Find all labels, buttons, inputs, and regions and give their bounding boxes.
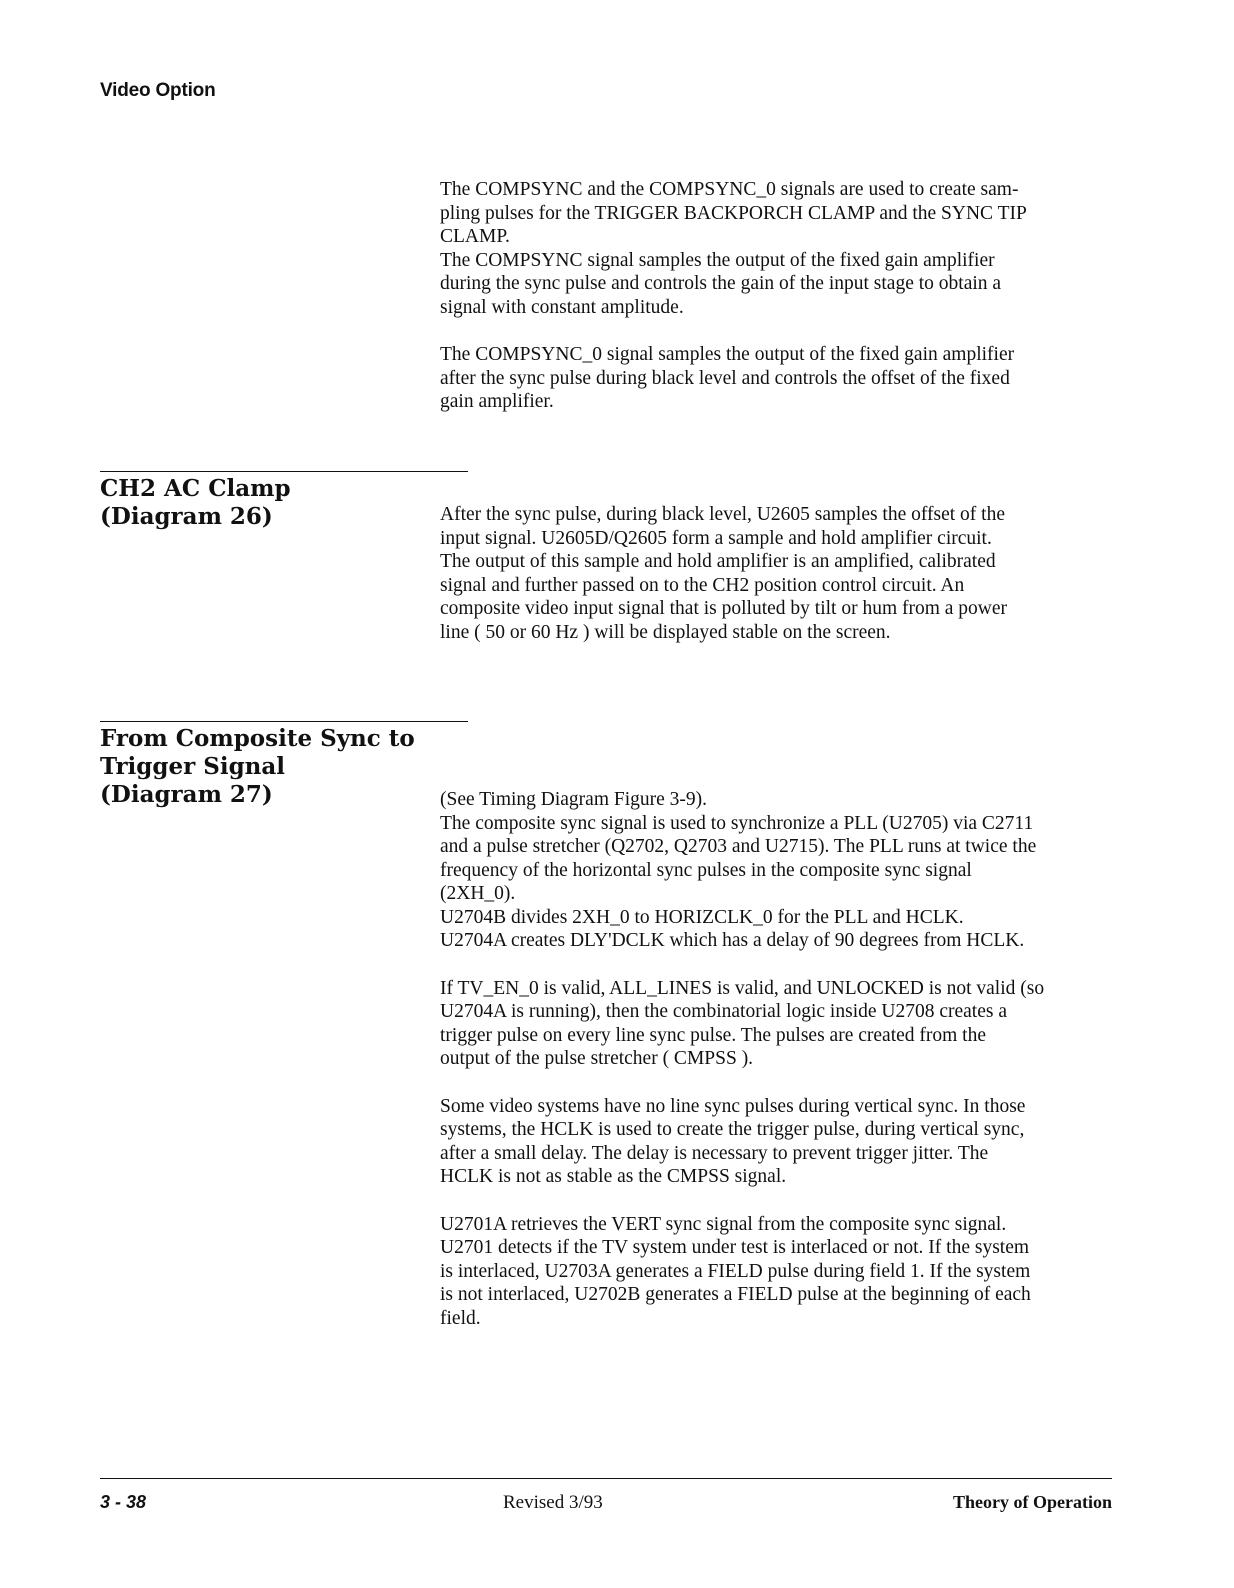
section-body-composite-sync bbox=[440, 788, 1120, 1330]
section-rule-composite-sync bbox=[100, 721, 468, 722]
intro-paragraph-1 bbox=[440, 178, 1120, 319]
intro-text bbox=[440, 178, 1120, 414]
text-line: composite video input signal that is polluted by tilt or hum from a power bbox=[440, 598, 1008, 619]
revision-note: Revised 3/93 bbox=[503, 1492, 603, 1513]
text-line: after the sync pulse during black level and controls the offset of the fixed bbox=[440, 367, 1010, 389]
text-line: trigger pulse on every line sync pulse. The pulses are created from the bbox=[440, 1024, 986, 1046]
text-line: After the sync pulse, during black level, U2605 samples the offset of the bbox=[440, 504, 1005, 525]
text-line: Some video systems have no line sync pulses during vertical sync. In those bbox=[440, 1095, 1026, 1117]
section-body-ch2-ac-clamp bbox=[440, 503, 1120, 644]
heading-line: CH2 AC Clamp bbox=[100, 475, 291, 502]
text-line: signal and further passed on to the CH2 position control circuit. An bbox=[440, 574, 965, 596]
heading-line: From Composite Sync to bbox=[100, 725, 415, 752]
heading-line: (Diagram 26) bbox=[100, 503, 273, 530]
text-line: during the sync pulse and controls the gain of the input stage to obtain a bbox=[440, 273, 1002, 294]
text-line: pling pulses for the TRIGGER BACKPORCH CLAMP and the SYNC TIP bbox=[440, 202, 1027, 224]
section-heading-ch2-ac-clamp bbox=[100, 475, 440, 531]
text-line: and a pulse stretcher (Q2702, Q2703 and U2715). The PLL runs at twice the bbox=[440, 836, 1037, 857]
text-line: U2704B divides 2XH_0 to HORIZCLK_0 for the PLL and HCLK. bbox=[440, 906, 964, 928]
text-line: U2704A creates DLY'DCLK which has a delay of 90 degrees from HCLK. bbox=[440, 930, 1025, 951]
text-line: field. bbox=[440, 1307, 481, 1329]
text-line: after a small delay. The delay is necessary to prevent trigger jitter. The bbox=[440, 1142, 989, 1164]
footer-rule bbox=[100, 1478, 1112, 1479]
text-line: input signal. U2605D/Q2605 form a sample and hold amplifier circuit. bbox=[440, 527, 992, 549]
composite-paragraph-1 bbox=[440, 788, 1120, 953]
text-line: U2701 detects if the TV system under test is interlaced or not. If the system bbox=[440, 1237, 1030, 1258]
heading-line: (Diagram 27) bbox=[100, 781, 273, 808]
composite-paragraph-4 bbox=[440, 1213, 1120, 1331]
text-line: The composite sync signal is used to synchronize a PLL (U2705) via C2711 bbox=[440, 812, 1034, 834]
intro-paragraph-2 bbox=[440, 343, 1120, 414]
heading-line: Trigger Signal bbox=[100, 753, 286, 780]
page-number: 3 - 38 bbox=[100, 1492, 147, 1512]
text-line: output of the pulse stretcher ( CMPSS ). bbox=[440, 1048, 754, 1069]
section-title: Theory of Operation bbox=[953, 1492, 1112, 1512]
text-line: HCLK is not as stable as the CMPSS signal. bbox=[440, 1166, 787, 1187]
text-line: is interlaced, U2703A generates a FIELD pulse during field 1. If the system bbox=[440, 1260, 1031, 1282]
text-line: is not interlaced, U2702B generates a FIELD pulse at the beginning of each bbox=[440, 1284, 1031, 1305]
text-line: U2701A retrieves the VERT sync signal from the composite sync signal. bbox=[440, 1213, 1007, 1235]
text-line: line ( 50 or 60 Hz ) will be displayed stable on the screen. bbox=[440, 621, 891, 643]
text-line: If TV_EN_0 is valid, ALL_LINES is valid, and UNLOCKED is not valid (so bbox=[440, 977, 1045, 999]
section-rule-ch2-ac-clamp bbox=[100, 471, 468, 472]
composite-paragraph-3 bbox=[440, 1095, 1120, 1189]
text-line: The COMPSYNC_0 signal samples the output of the fixed gain amplifier bbox=[440, 344, 1015, 365]
text-line: CLAMP. bbox=[440, 226, 510, 247]
text-line: signal with constant amplitude. bbox=[440, 296, 684, 318]
text-line: U2704A is running), then the combinatorial logic inside U2708 creates a bbox=[440, 1001, 1007, 1022]
text-line: gain amplifier. bbox=[440, 391, 554, 412]
text-line: The output of this sample and hold amplifier is an amplified, calibrated bbox=[440, 551, 996, 572]
text-line: The COMPSYNC and the COMPSYNC_0 signals are used to create sam- bbox=[440, 179, 1019, 200]
text-line: systems, the HCLK is used to create the trigger pulse, during vertical sync, bbox=[440, 1119, 1025, 1140]
text-line: The COMPSYNC signal samples the output of the fixed gain amplifier bbox=[440, 249, 995, 271]
text-line: (See Timing Diagram Figure 3-9). bbox=[440, 789, 708, 810]
text-line: (2XH_0). bbox=[440, 883, 516, 904]
running-head: Video Option bbox=[100, 80, 216, 101]
composite-paragraph-2 bbox=[440, 977, 1120, 1071]
text-line: frequency of the horizontal sync pulses in the composite sync signal bbox=[440, 859, 972, 881]
section-heading-composite-sync bbox=[100, 725, 440, 809]
ch2-paragraph-1 bbox=[440, 503, 1120, 644]
